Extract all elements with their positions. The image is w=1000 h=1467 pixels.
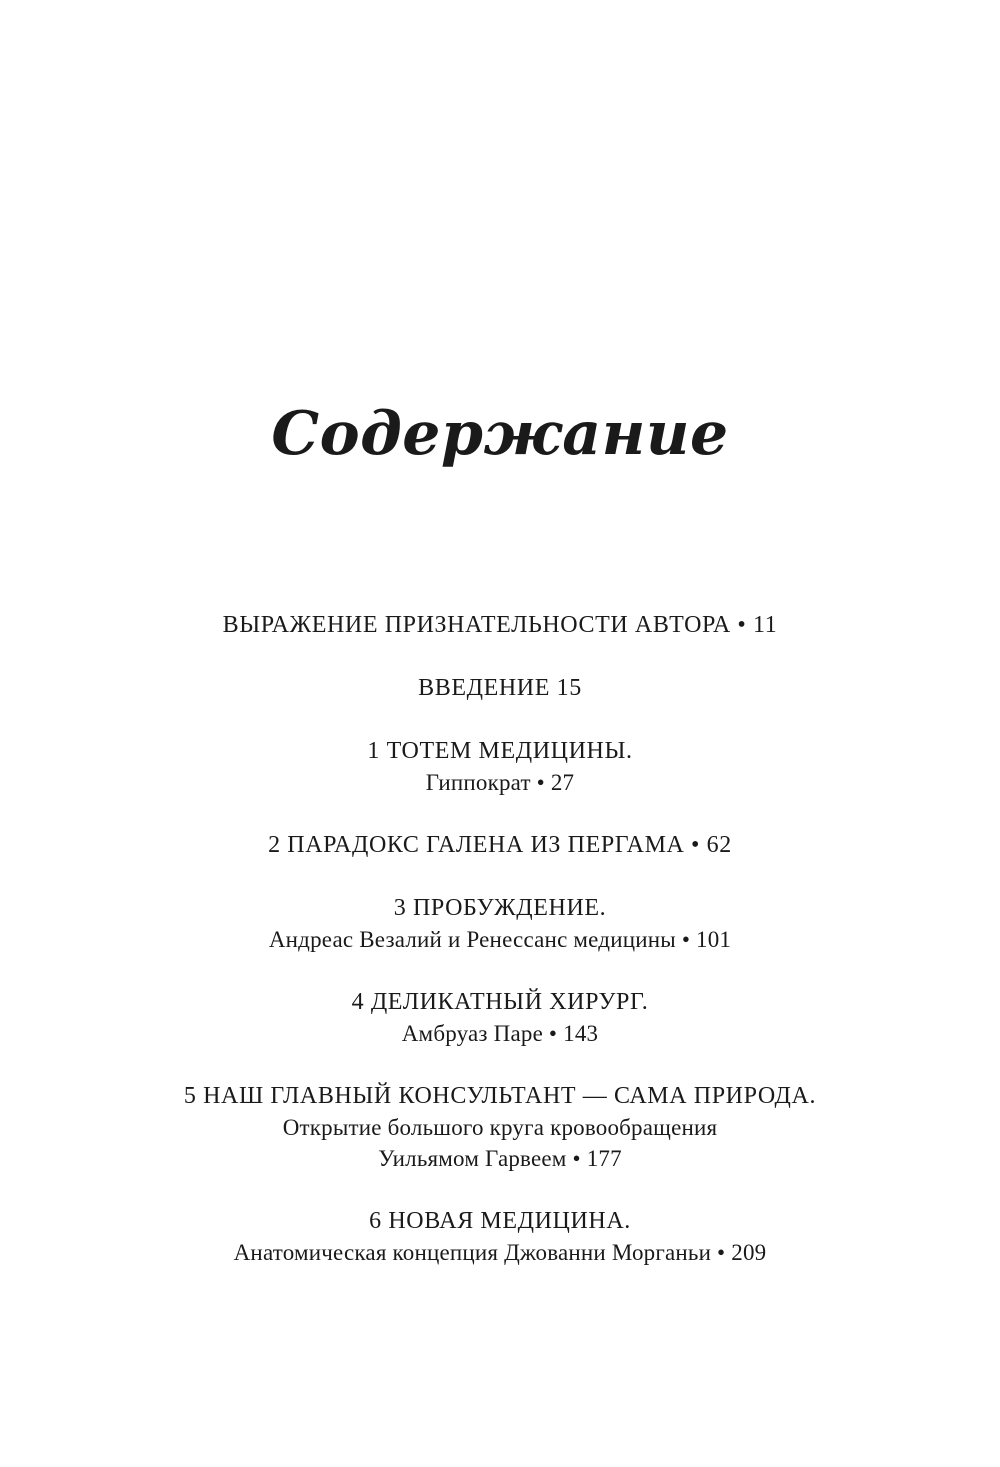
toc-entry-heading: 6 НОВАЯ МЕДИЦИНА.: [369, 1208, 631, 1234]
toc-entry-heading: 4 ДЕЛИКАТНЫЙ ХИРУРГ.: [351, 989, 649, 1015]
toc-entry-heading: ВВЕДЕНИЕ 15: [418, 675, 582, 701]
toc-entry-introduction: [0, 673, 1000, 704]
toc-entry-chapter-4: [0, 987, 1000, 1049]
toc-entry-chapter-5: [0, 1081, 1000, 1174]
toc-entry-chapter-3: [0, 893, 1000, 955]
toc-entry-subtitle: Амбруаз Паре • 143: [401, 1021, 599, 1046]
toc-entry-heading: 1 ТОТЕМ МЕДИЦИНЫ.: [367, 738, 633, 764]
toc-entry-subtitle: Открытие большого круга кровообращения: [282, 1115, 718, 1140]
toc-entry-heading: 5 НАШ ГЛАВНЫЙ КОНСУЛЬТАНТ — САМА ПРИРОДА.: [183, 1083, 817, 1109]
table-of-contents: [0, 610, 1000, 1300]
toc-entry-subtitle: Андреас Везалий и Ренессанс медицины • 101: [268, 927, 732, 952]
toc-entry-subtitle: Гиппократ • 27: [425, 770, 575, 795]
toc-entry-heading: ВЫРАЖЕНИЕ ПРИЗНАТЕЛЬНОСТИ АВТОРА • 11: [222, 612, 778, 638]
toc-entry-chapter-6: [0, 1206, 1000, 1268]
page-title: Содержание: [271, 399, 729, 469]
toc-entry-subtitle: Уильямом Гарвеем • 177: [378, 1146, 622, 1171]
toc-entry-subtitle: Анатомическая концепция Джованни Морганьи • 209: [233, 1240, 767, 1265]
toc-entry-chapter-2: [0, 830, 1000, 861]
toc-entry-heading: 2 ПАРАДОКС ГАЛЕНА ИЗ ПЕРГАМА • 62: [268, 832, 732, 858]
toc-entry-chapter-1: [0, 736, 1000, 798]
toc-entry-heading: 3 ПРОБУЖДЕНИЕ.: [393, 895, 607, 921]
toc-entry-acknowledgements: [0, 610, 1000, 641]
